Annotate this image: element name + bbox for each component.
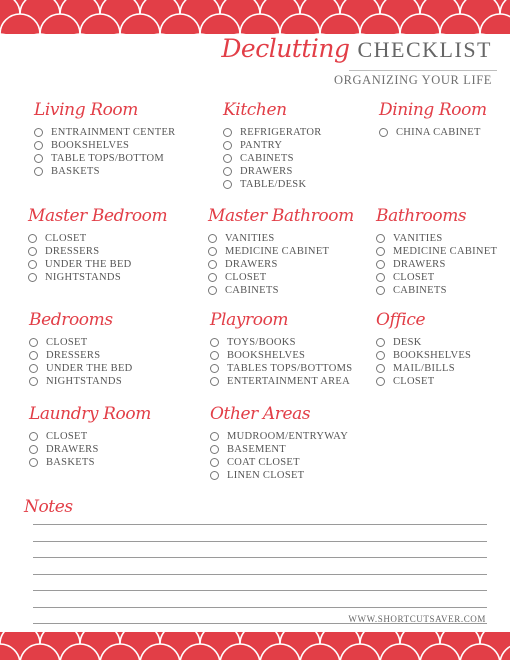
checklist-item-label: CLOSET <box>45 233 87 244</box>
checklist-item-label: CABINETS <box>393 285 447 296</box>
checklist-item <box>376 245 497 258</box>
checklist-item-label: DRAWERS <box>46 444 99 455</box>
checklist-item-label: TABLES TOPS/BOTTOMS <box>227 363 353 374</box>
checkbox-circle[interactable] <box>34 128 43 137</box>
checklist-item <box>376 375 471 388</box>
section-office <box>376 310 471 388</box>
checklist-item <box>376 258 497 271</box>
checkbox-circle[interactable] <box>210 377 219 386</box>
checkbox-circle[interactable] <box>29 338 38 347</box>
checklist-item-label: DRAWERS <box>393 259 446 270</box>
checklist-item <box>29 362 133 375</box>
checklist-item-label: ENTRAINMENT CENTER <box>51 127 176 138</box>
checklist-item-label: DESK <box>393 337 422 348</box>
checklist-item <box>34 165 176 178</box>
checkbox-circle[interactable] <box>208 247 217 256</box>
checklist-item <box>376 284 497 297</box>
section-title: Master Bathroom <box>208 206 354 226</box>
section-title: Kitchen <box>223 100 287 120</box>
section-title: Office <box>376 310 426 330</box>
checklist-item <box>223 139 322 152</box>
checklist-item <box>208 271 354 284</box>
checkbox-circle[interactable] <box>34 154 43 163</box>
checkbox-circle[interactable] <box>376 273 385 282</box>
scallop-header-band <box>0 0 510 34</box>
checklist-items <box>376 336 471 388</box>
checkbox-circle[interactable] <box>210 471 219 480</box>
checkbox-circle[interactable] <box>28 260 37 269</box>
checklist-item-label: BOOKSHELVES <box>51 140 130 151</box>
section-master-bedroom <box>28 206 167 284</box>
checklist-item-label: CLOSET <box>46 431 88 442</box>
checklist-item-label: ENTERTAINMENT AREA <box>227 376 351 387</box>
checklist-item-label: VANITIES <box>393 233 443 244</box>
note-line <box>33 557 487 558</box>
checkbox-circle[interactable] <box>28 273 37 282</box>
section-laundry-room <box>29 404 151 469</box>
checklist-items <box>376 232 497 297</box>
checklist-item-label: UNDER THE BED <box>46 363 133 374</box>
checklist-item <box>210 362 352 375</box>
checklist-item-label: CABINETS <box>240 153 294 164</box>
scallop-fill <box>0 0 510 34</box>
checklist-item <box>34 152 176 165</box>
checklist-item <box>210 456 348 469</box>
checklist-items <box>223 126 322 191</box>
checkbox-circle[interactable] <box>210 445 219 454</box>
checklist-item-label: VANITIES <box>225 233 275 244</box>
checklist-item <box>208 232 354 245</box>
title-caps-text: CHECKLIST <box>357 37 492 62</box>
checklist-item <box>210 430 348 443</box>
checkbox-circle[interactable] <box>29 351 38 360</box>
checkbox-circle[interactable] <box>223 128 232 137</box>
section-title: Laundry Room <box>29 404 151 424</box>
checklist-item-label: CHINA CABINET <box>396 127 481 138</box>
checklist-item-label: CABINETS <box>225 285 279 296</box>
section-title: Bedrooms <box>29 310 113 330</box>
checklist-item-label: PANTRY <box>240 140 283 151</box>
checkbox-circle[interactable] <box>376 260 385 269</box>
checkbox-circle[interactable] <box>28 234 37 243</box>
checkbox-circle[interactable] <box>28 247 37 256</box>
checklist-item-label: NIGHTSTANDS <box>46 376 122 387</box>
checklist-item-label: DRAWERS <box>240 166 293 177</box>
page-subtitle: ORGANIZING YOUR LIFE <box>333 73 492 87</box>
title-divider <box>349 70 497 71</box>
checklist-item-label: CLOSET <box>225 272 267 283</box>
checkbox-circle[interactable] <box>29 458 38 467</box>
checklist-item-label: BOOKSHELVES <box>227 350 306 361</box>
section-other-areas <box>210 404 348 482</box>
section-master-bathroom <box>208 206 354 297</box>
checklist-item-label: MEDICINE CABINET <box>393 246 498 257</box>
checklist-item-label: MEDICINE CABINET <box>225 246 330 257</box>
checklist-item-label: BASEMENT <box>227 444 286 455</box>
checkbox-circle[interactable] <box>210 364 219 373</box>
footer-url: WWW.SHORTCUTSAVER.COM <box>348 614 486 624</box>
checkbox-circle[interactable] <box>210 458 219 467</box>
checkbox-circle[interactable] <box>376 377 385 386</box>
checklist-items <box>379 126 487 139</box>
checklist-item-label: UNDER THE BED <box>45 259 132 270</box>
checklist-item <box>34 139 176 152</box>
checkbox-circle[interactable] <box>376 234 385 243</box>
section-title: Other Areas <box>210 404 311 424</box>
section-dining-room <box>379 100 487 139</box>
checkbox-circle[interactable] <box>379 128 388 137</box>
checklist-item-label: DRESSERS <box>46 350 101 361</box>
checkbox-circle[interactable] <box>210 351 219 360</box>
checklist-item-label: CLOSET <box>393 376 435 387</box>
checkbox-circle[interactable] <box>34 141 43 150</box>
note-line <box>33 574 487 575</box>
checklist-item-label: TABLE/DESK <box>240 179 307 190</box>
checklist-item <box>208 284 354 297</box>
checkbox-circle[interactable] <box>376 351 385 360</box>
checklist-item <box>29 443 151 456</box>
section-title: Living Room <box>34 100 138 120</box>
page-title <box>221 34 492 74</box>
checkbox-circle[interactable] <box>223 154 232 163</box>
checklist-item <box>210 443 348 456</box>
checklist-item <box>210 336 352 349</box>
notes-title: Notes <box>24 497 73 517</box>
checklist-item <box>210 469 348 482</box>
checklist-item <box>29 375 133 388</box>
note-line <box>33 541 487 542</box>
checkbox-circle[interactable] <box>223 180 232 189</box>
section-bathrooms <box>376 206 497 297</box>
checklist-item-label: REFRIGERATOR <box>240 127 322 138</box>
checkbox-circle[interactable] <box>376 286 385 295</box>
checklist-item-label: DRAWERS <box>225 259 278 270</box>
checklist-item <box>379 126 487 139</box>
checkbox-circle[interactable] <box>208 234 217 243</box>
checklist-item <box>28 271 167 284</box>
checkbox-circle[interactable] <box>208 286 217 295</box>
title-script-text: Declutting <box>221 34 350 63</box>
note-line <box>33 590 487 591</box>
checklist-items <box>34 126 176 178</box>
checklist-item <box>223 126 322 139</box>
checklist-item-label: BOOKSHELVES <box>393 350 472 361</box>
section-living-room <box>34 100 176 178</box>
checklist-item <box>376 362 471 375</box>
section-title: Master Bedroom <box>28 206 168 226</box>
checklist-item-label: MUDROOM/ENTRYWAY <box>227 431 349 442</box>
checklist-item <box>29 456 151 469</box>
checklist-item <box>208 258 354 271</box>
checklist-item <box>376 232 497 245</box>
checklist-item <box>29 430 151 443</box>
checklist-item <box>34 126 176 139</box>
checkbox-circle[interactable] <box>29 377 38 386</box>
checklist-item-label: BASKETS <box>51 166 100 177</box>
checkbox-circle[interactable] <box>208 260 217 269</box>
section-title: Dining Room <box>379 100 487 120</box>
checklist-item <box>29 349 133 362</box>
checklist-item-label: DRESSERS <box>45 246 100 257</box>
checklist-item <box>223 178 322 191</box>
checkbox-circle[interactable] <box>376 364 385 373</box>
checklist-items <box>29 336 133 388</box>
checkbox-circle[interactable] <box>29 364 38 373</box>
section-title: Playroom <box>210 310 289 330</box>
checkbox-circle[interactable] <box>34 167 43 176</box>
note-line <box>33 607 487 608</box>
checklist-item <box>376 271 497 284</box>
checklist-item <box>208 245 354 258</box>
checklist-item-label: CLOSET <box>393 272 435 283</box>
checklist-items <box>210 430 348 482</box>
checklist-items <box>28 232 167 284</box>
checklist-item <box>210 349 352 362</box>
checklist-item <box>223 152 322 165</box>
checklist-item <box>28 232 167 245</box>
checklist-item-label: CLOSET <box>46 337 88 348</box>
checklist-item-label: COAT CLOSET <box>227 457 300 468</box>
checkbox-circle[interactable] <box>29 432 38 441</box>
checkbox-circle[interactable] <box>208 273 217 282</box>
checklist-items <box>29 430 151 469</box>
section-title: Bathrooms <box>376 206 467 226</box>
section-playroom <box>210 310 352 388</box>
checklist-items <box>210 336 352 388</box>
checkbox-circle[interactable] <box>223 141 232 150</box>
section-bedrooms <box>29 310 133 388</box>
checklist-item <box>28 258 167 271</box>
checklist-item-label: TABLE TOPS/BOTTOM <box>51 153 165 164</box>
section-kitchen <box>223 100 322 191</box>
checklist-item <box>29 336 133 349</box>
checkbox-circle[interactable] <box>376 338 385 347</box>
checkbox-circle[interactable] <box>376 247 385 256</box>
checklist-item <box>28 245 167 258</box>
checklist-item-label: MAIL/BILLS <box>393 363 455 374</box>
checklist-item <box>210 375 352 388</box>
checklist-item <box>223 165 322 178</box>
checkbox-circle[interactable] <box>210 432 219 441</box>
checklist-item-label: LINEN CLOSET <box>227 470 305 481</box>
note-line <box>33 524 487 525</box>
checkbox-circle[interactable] <box>210 338 219 347</box>
checklist-item <box>376 349 471 362</box>
checklist-item-label: TOYS/BOOKS <box>227 337 296 348</box>
checklist-item-label: NIGHTSTANDS <box>45 272 121 283</box>
checkbox-circle[interactable] <box>223 167 232 176</box>
checklist-item-label: BASKETS <box>46 457 95 468</box>
checklist-item <box>376 336 471 349</box>
checkbox-circle[interactable] <box>29 445 38 454</box>
checklist-items <box>208 232 354 297</box>
